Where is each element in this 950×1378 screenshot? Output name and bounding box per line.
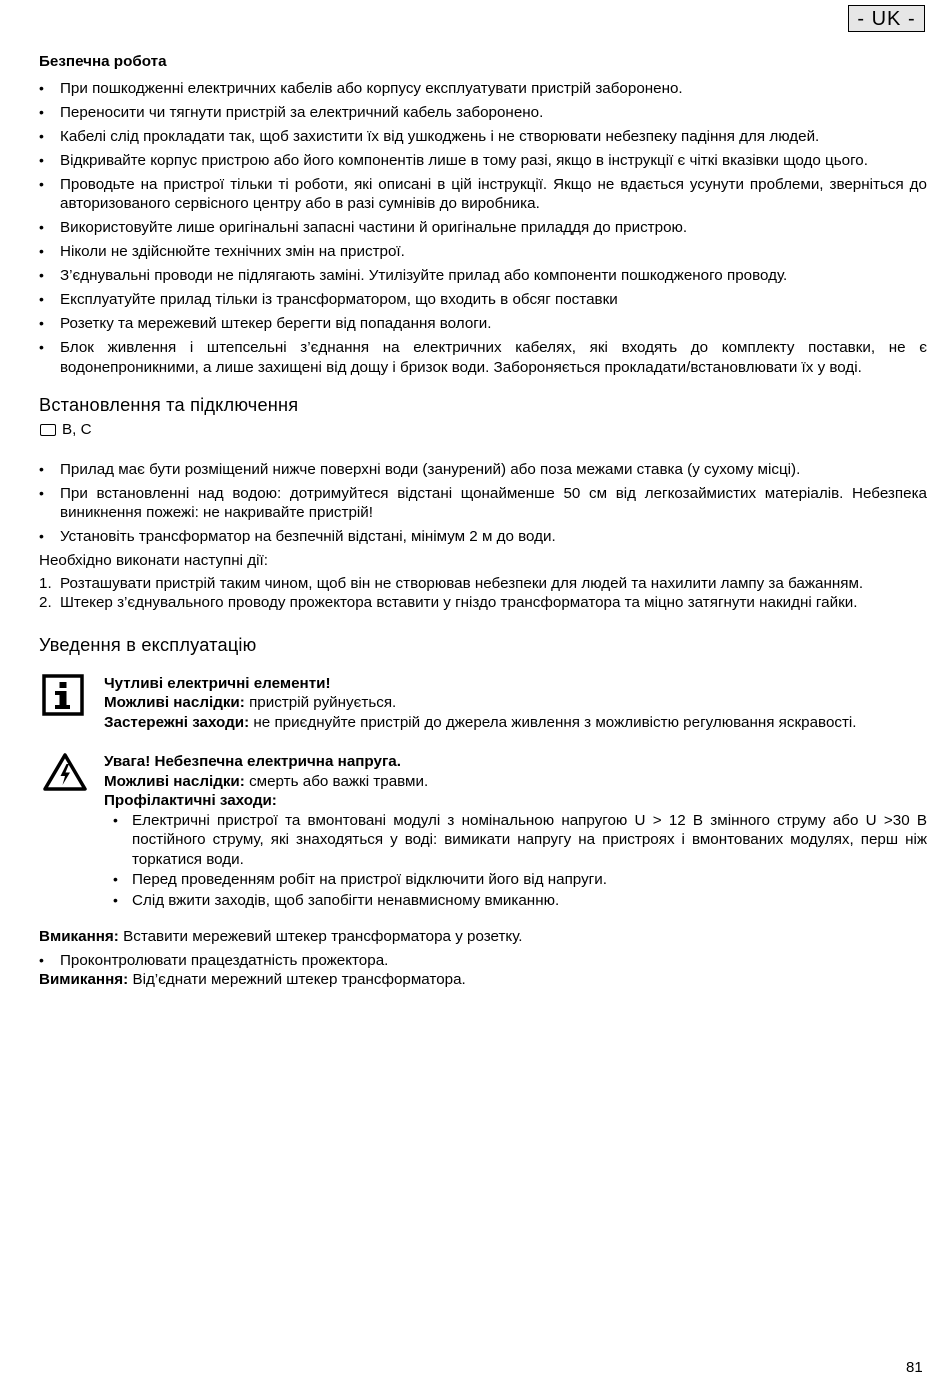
steps-list [39, 574, 927, 613]
step-item [39, 574, 927, 594]
list-item: • При пошкодженні електричних кабелів або корпусу експлуатувати пристрій заборонено. [39, 79, 927, 99]
switch-on-text: Вставити мережевий штекер трансформатора у розетку. [123, 928, 523, 945]
notice-consequence [104, 772, 927, 792]
list-item: • З’єднувальні проводи не підлягають заміні. Утилізуйте прилад або компоненти пошкодженого проводу. [39, 266, 927, 286]
page-number: 81 [906, 1359, 923, 1376]
list-item: • Блок живлення і штепсельні з’єднання на електричних кабелях, які входять до комплекту поставки, не є водонепроникними, а лише захищені від дощу і бризок води. Забороняється прокладати/встановлювати їх у воді. [39, 338, 927, 377]
list-item: • Використовуйте лише оригінальні запасні частини й оригінальне приладдя до пристрою. [39, 218, 927, 238]
step-item [39, 593, 927, 613]
info-icon [42, 674, 84, 722]
list-item: • Розетку та мережевий штекер берегти від попадання вологи. [39, 314, 927, 334]
steps-intro: Необхідно виконати наступні дії: [39, 552, 268, 569]
figure-reference [39, 420, 927, 440]
switch-off-text: Від’єднати мережний штекер трансформатора. [132, 971, 466, 988]
info-notice [39, 674, 927, 733]
installation-title: Встановлення та підключення [39, 395, 299, 415]
step-text: Штекер з’єднувального проводу прожектора вставити у гніздо трансформатора та міцно затягнути накидні гайки. [60, 594, 858, 611]
list-item: • Відкривайте корпус пристрою або його компонентів лише в тому разі, якщо в інструкції є чіткі вказівки щодо цього. [39, 151, 927, 171]
measures-label: Профілактичні заходи: [104, 792, 277, 809]
list-item: • Проводьте на пристрої тільки ті роботи, які описані в цій інструкції. Якщо не вдається усунути проблеми, зверніться до авторизованого сервісного центру або в разі сумнівів до виробника. [39, 175, 927, 214]
measures-label: Застережні заходи: [104, 713, 250, 731]
list-item: • Слід вжити заходів, щоб запобігти ненавмисному вмиканню. [104, 891, 927, 911]
list-item: • Проконтролювати працездатність прожектора. [39, 951, 927, 971]
step-number: 1. [39, 574, 52, 592]
list-item: • Перед проведенням робіт на пристрої відключити його від напруги. [104, 870, 927, 890]
notice-heading: Увага! Небезпечна електрична напруга. [104, 753, 401, 770]
notice-heading: Чутливі електричні елементи! [104, 674, 331, 692]
list-item: • При встановленні над водою: дотримуйтеся відстані щонайменше 50 см від легкозаймистих матеріалів. Небезпека виникнення пожежі: не накривайте пристрій! [39, 484, 927, 523]
switch-off-label: Вимикання: [39, 971, 129, 988]
list-item: • Експлуатуйте прилад тільки із трансформатором, що входить в обсяг поставки [39, 290, 927, 310]
commissioning-title: Уведення в експлуатацію [39, 634, 257, 655]
check-list [39, 951, 927, 971]
consequence-label: Можливі наслідки: [104, 694, 245, 711]
consequence-text: смерть або важкі травми. [249, 772, 429, 790]
figure-reference-text: B, C [62, 421, 92, 438]
switch-on-line [39, 927, 927, 947]
list-item: • Переносити чи тягнути пристрій за електричний кабель заборонено. [39, 103, 927, 123]
list-item: • Прилад має бути розміщений нижче поверхні води (занурений) або поза межами ставка (у сухому місці). [39, 460, 927, 480]
measures-text: не приєднуйте пристрій до джерела живлення з можливістю регулювання яскравості. [253, 713, 857, 731]
language-tab: - UK - [848, 5, 925, 32]
step-text: Розташувати пристрій таким чином, щоб він не створював небезпеки для людей та нахилити лампу за бажанням. [60, 574, 864, 592]
consequence-text: пристрій руйнується. [249, 694, 397, 711]
measures-list [104, 811, 927, 911]
danger-notice [39, 752, 927, 910]
list-item: • Установіть трансформатор на безпечній відстані, мінімум 2 м до води. [39, 527, 927, 547]
list-item: • Кабелі слід прокладати так, щоб захистити їх від ушкоджень і не створювати небезпеку падіння для людей. [39, 127, 927, 147]
switch-off-line [39, 970, 927, 990]
list-item: • Електричні пристрої та вмонтовані модулі з номінальною напругою U > 12 В змінного струму або U >30 В постійного струму, які знаходяться у воді: вимикати напругу на пристроях і вмонтованих модулях, перш ніж торкатися води. [104, 811, 927, 870]
step-number: 2. [39, 594, 52, 611]
safe-operation-title: Безпечна робота [39, 53, 167, 70]
notice-measures [104, 713, 927, 733]
high-voltage-warning-icon [42, 752, 88, 798]
notice-consequence [104, 693, 927, 713]
switch-on-label: Вмикання: [39, 928, 119, 945]
list-item: • Ніколи не здійснюйте технічних змін на пристрої. [39, 242, 927, 262]
installation-list [39, 460, 927, 547]
consequence-label: Можливі наслідки: [104, 772, 245, 790]
manual-page-icon [40, 424, 56, 436]
safe-operation-list [39, 79, 927, 378]
page-content [39, 52, 927, 990]
